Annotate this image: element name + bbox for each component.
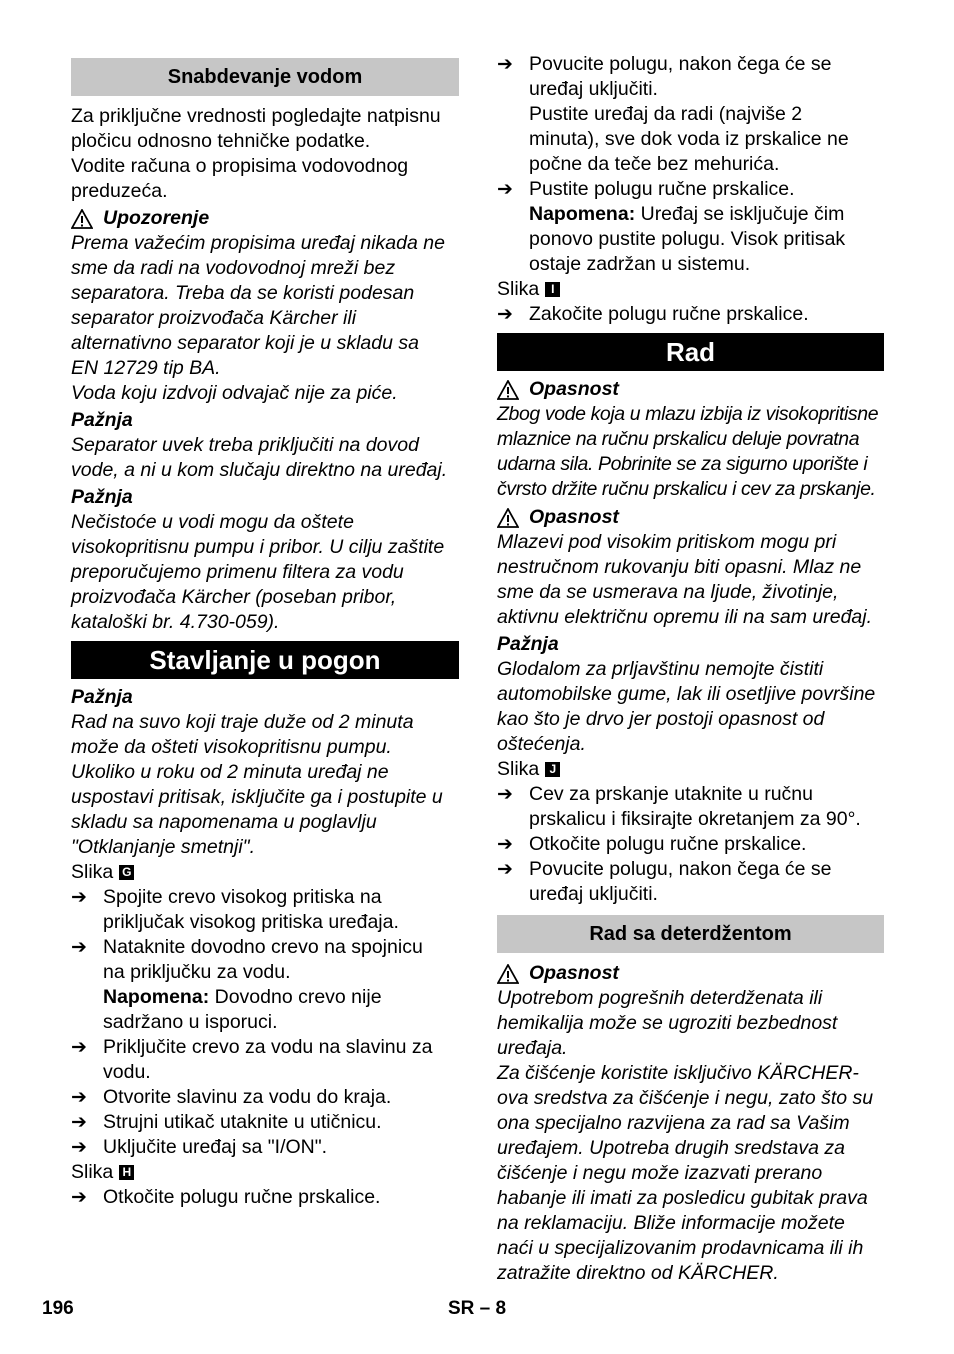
caution-text: Rad na suvo koji traje duže od 2 minuta može da ošteti visokopritisnu pumpu. Ukoliko u roku od 2 minuta uređaj ne uspostavi pritisak, isključite ga i postupite u skladu sa napomenama u poglavlju "Otklanjanje smetnji". [71, 711, 443, 858]
instruction-step: ➔ Povucite polugu, nakon čega će se uređaj uključiti. Pustite uređaj da radi (najviše 2 minuta), sve dok voda iz prskalice ne počne da teče bez mehurića. [497, 53, 849, 175]
danger-heading: Opasnost [497, 377, 884, 402]
right-column [497, 52, 884, 1286]
instruction-step: ➔ Otvorite slavinu za vodu do kraja. [71, 1086, 392, 1108]
warning-heading: Upozorenje [71, 206, 459, 231]
instruction-step: ➔ Spojite crevo visokog pritiska na priključak visokog pritiska uređaja. [71, 886, 399, 933]
arrow-right-icon: ➔ [497, 784, 513, 805]
snabdevanje-text: Za priključne vrednosti pogledajte natpisnu pločicu odnosno tehničke podatke. Vodite računa o propisima vodovodnog preduzeća. [71, 105, 441, 202]
figure-reference: Slika H [71, 1160, 459, 1185]
section-page-label: SR – 8 [448, 1298, 507, 1319]
caution-text: Nečistoće u vodi mogu da oštete visokopritisnu pumpu i pribor. U cilju zaštite preporučujemo primenu filtera za vodu proizvođača Kärcher (poseban pribor, kataloški br. 4.730-059). [71, 511, 445, 633]
arrow-right-icon: ➔ [497, 304, 513, 325]
note-line: Napomena: Uređaj se isključuje čim [529, 203, 845, 225]
figure-letter-badge: J [545, 762, 560, 777]
arrow-right-icon: ➔ [71, 1112, 87, 1133]
danger-heading: Opasnost [497, 961, 884, 986]
figure-reference: Slika G [71, 860, 459, 885]
arrow-right-icon: ➔ [497, 179, 513, 200]
instruction-step: ➔ Strujni utikač utaknite u utičnicu. [71, 1111, 382, 1133]
instruction-step: ➔ Pustite polugu ručne prskalice. Napomena: Uređaj se isključuje čim ponovo pustite polugu. Visok pritisak ostaje zadržan u sistemu. [497, 177, 884, 277]
instruction-step: ➔ Uključite uređaj sa "I/ON". [71, 1136, 328, 1158]
arrow-right-icon: ➔ [71, 1187, 87, 1208]
danger-heading: Opasnost [497, 505, 884, 530]
arrow-right-icon: ➔ [497, 834, 513, 855]
section-header-snabdevanje: Snabdevanje vodom [71, 58, 459, 96]
caution-text: Glodalom za prljavštinu nemojte čistiti automobilske gume, lak ili osetljive površine kao što je drvo jer postoji opasnost od oštećenja. [497, 658, 876, 755]
arrow-right-icon: ➔ [497, 54, 513, 75]
section-header-deterdzent: Rad sa deterdžentom [497, 915, 884, 953]
instruction-step: ➔ Priključite crevo za vodu na slavinu za vodu. [71, 1036, 433, 1083]
caution-heading: Pažnja [71, 486, 133, 508]
arrow-right-icon: ➔ [71, 1137, 87, 1158]
caution-heading: Pažnja [71, 409, 133, 431]
caution-heading: Pažnja [71, 686, 133, 708]
figure-reference: Slika J [497, 757, 884, 782]
note-line: Napomena: Dovodno crevo nije [103, 986, 382, 1008]
danger-text: Mlazevi pod visokim pritiskom mogu pri nestručnom rukovanju biti opasni. Mlaz ne sme da se usmerava na ljude, životinje, aktivnu električnu opremu ili na sam uređaj. [497, 531, 873, 628]
arrow-right-icon: ➔ [71, 937, 87, 958]
instruction-step: ➔ Otkočite polugu ručne prskalice. [497, 833, 807, 855]
danger-text: Zbog vode koja u mlazu izbija iz visokopritisne mlaznice na ručnu prskalicu deluje povratna udarna sila. Pobrinite se za sigurno uporište i čvrsto držite ručnu prskalicu i cev za prskanje. [497, 403, 879, 500]
warning-triangle-icon [497, 380, 519, 400]
page-number: 196 [42, 1298, 74, 1319]
arrow-right-icon: ➔ [497, 859, 513, 880]
instruction-step: ➔ Otkočite polugu ručne prskalice. [71, 1186, 381, 1208]
figure-letter-badge: I [545, 282, 560, 297]
warning-triangle-icon [497, 964, 519, 984]
caution-heading: Pažnja [497, 633, 559, 655]
arrow-right-icon: ➔ [71, 1037, 87, 1058]
figure-letter-badge: G [119, 865, 134, 880]
figure-letter-badge: H [119, 1165, 134, 1180]
warning-triangle-icon [71, 209, 93, 229]
instruction-step: ➔ Povucite polugu, nakon čega će se uređaj uključiti. [497, 858, 832, 905]
instruction-step: ➔ Cev za prskanje utaknite u ručnu prskalicu i fiksirajte okretanjem za 90°. [497, 783, 861, 830]
instruction-step: ➔ Nataknite dovodno crevo na spojnicu na priključku za vodu. Napomena: Dovodno crevo nije sadržano u isporuci. [71, 935, 459, 1035]
figure-reference: Slika I [497, 277, 884, 302]
left-column [71, 50, 459, 1210]
arrow-right-icon: ➔ [71, 1087, 87, 1108]
arrow-right-icon: ➔ [71, 887, 87, 908]
danger-text: Upotrebom pogrešnih deterdženata ili hemikalija može se ugroziti bezbednost uređaja. Za čišćenje koristite isključivo KÄRCHER- ova sredstva za čišćenje i negu, zato što su ona specijalno razvijena za rad sa Vašim uređajem. Upotreba drugih sredstava za čišćenje i negu može izazvati prerano habanje ili imati za posledicu gubitak prava na reklamaciju. Bliže informacije možete naći u specijalizovanim prodavnicama ili ih zatražite direktno od KÄRCHER. [497, 987, 874, 1284]
caution-text: Separator uvek treba priključiti na dovod vode, a ni u kom slučaju direktno na uređaj. [71, 434, 448, 481]
warning-text: Prema važećim propisima uređaj nikada ne sme da radi na vodovodnoj mreži bez separatora. Treba da se koristi podesan separator proizvođača Kärcher ili alternativno separator koji je u skladu sa EN 12729 tip BA. Voda koju izdvoji odvajač nije za piće. [71, 232, 445, 404]
section-header-stavljanje: Stavljanje u pogon [71, 641, 459, 679]
instruction-step: ➔ Zakočite polugu ručne prskalice. [497, 303, 809, 325]
warning-triangle-icon [497, 508, 519, 528]
section-header-rad: Rad [497, 333, 884, 371]
